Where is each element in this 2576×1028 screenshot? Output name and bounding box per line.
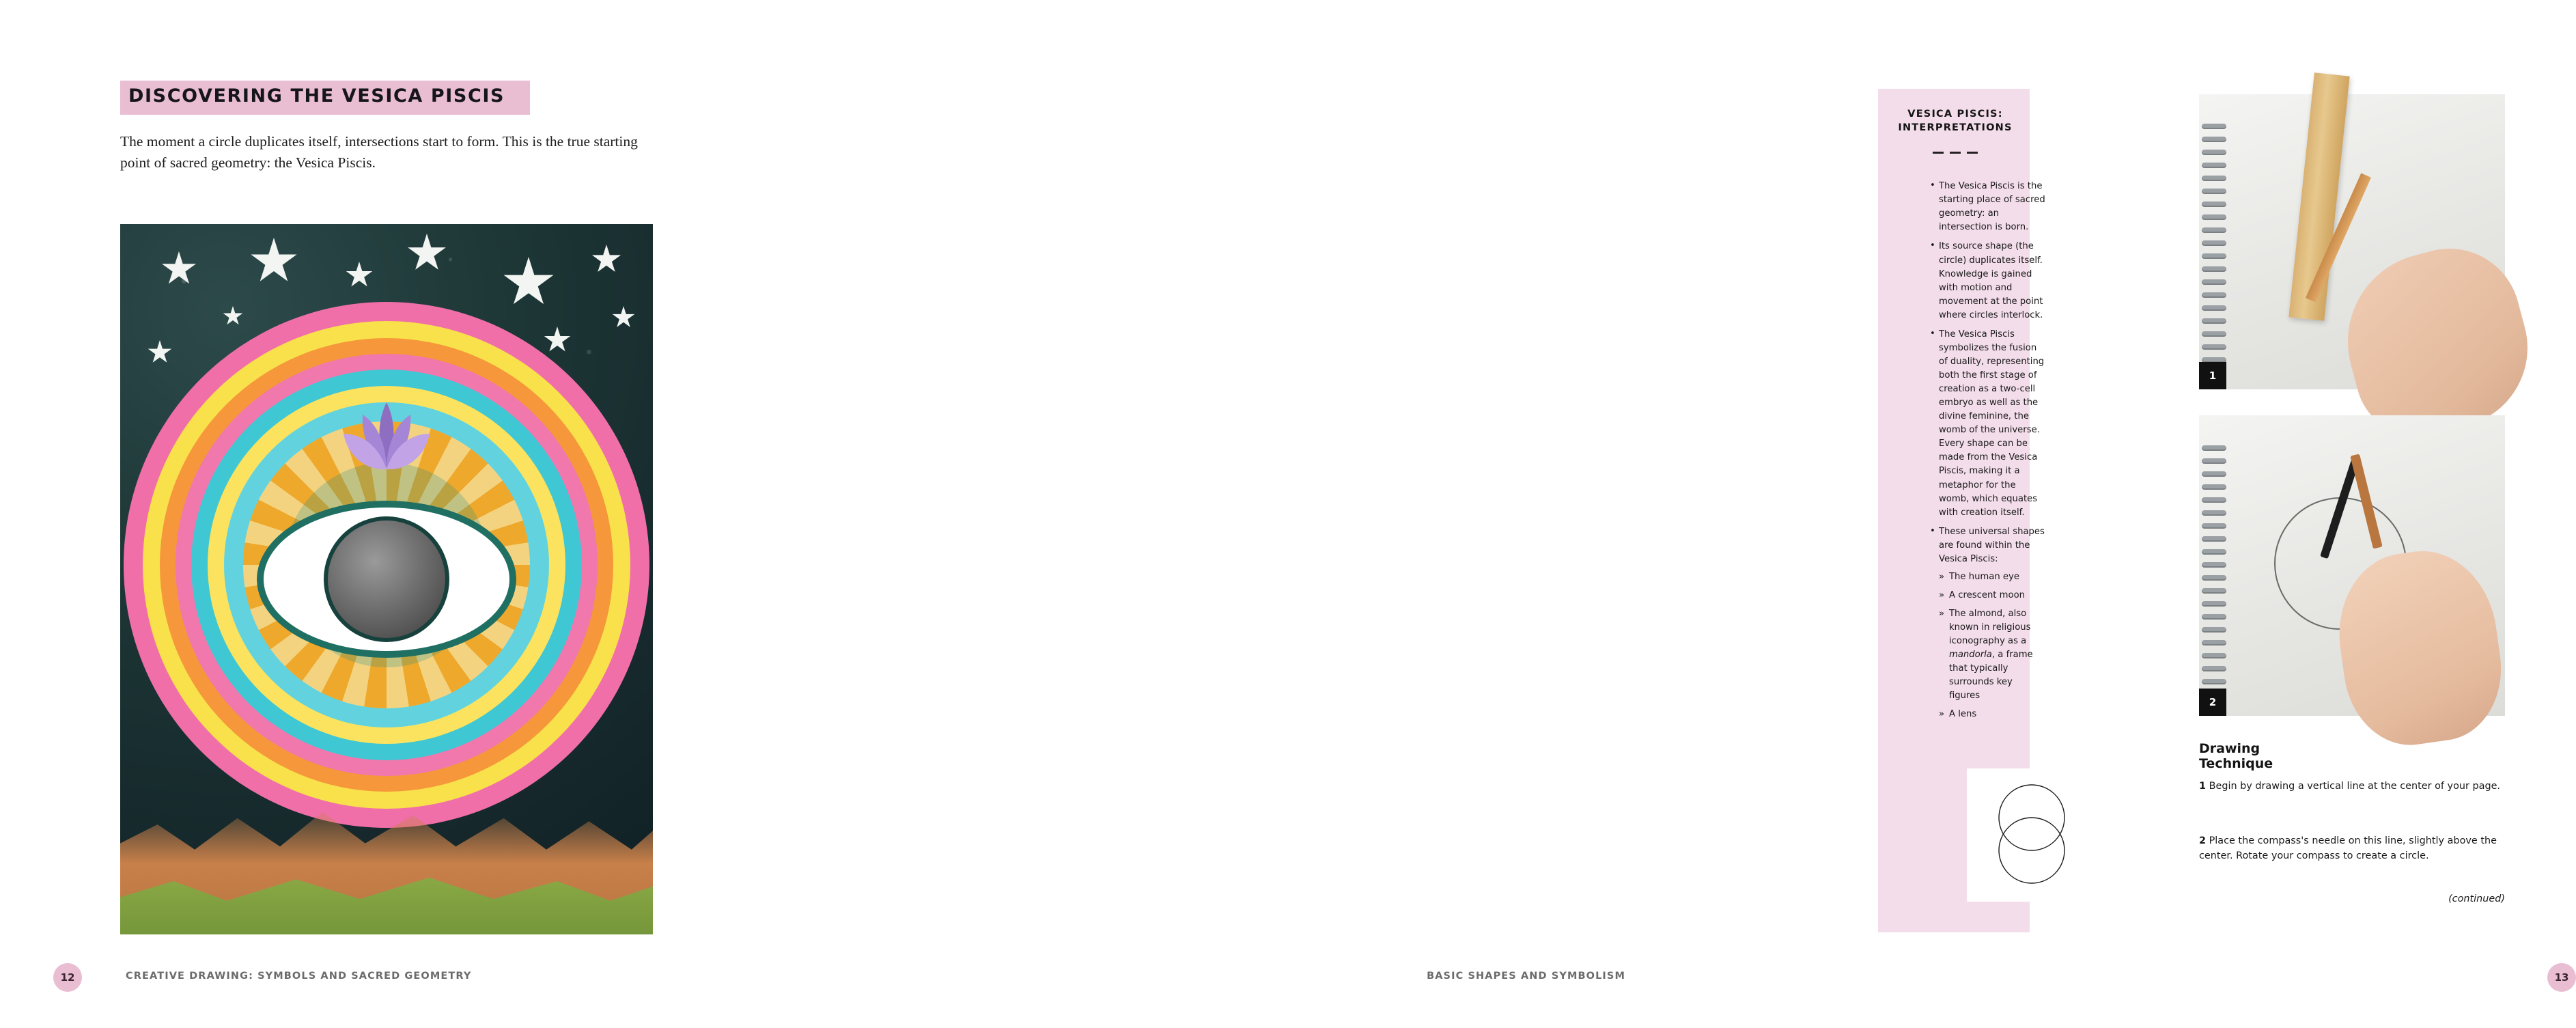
mandala-artwork xyxy=(120,224,653,934)
running-head-right: BASIC SHAPES AND SYMBOLISM xyxy=(1427,971,1625,982)
list-item: • Its source shape (the circle) duplicates itself. Knowledge is gained with motion and movement at the point where circles interlock. xyxy=(1930,240,2046,322)
page-number-right: 13 xyxy=(2547,963,2576,992)
running-head-left: CREATIVE DRAWING: SYMBOLS AND SACRED GEOMETRY xyxy=(126,971,472,982)
step-badge: 1 xyxy=(2199,362,2226,389)
panel-bullet-list xyxy=(1903,180,2046,727)
panel-heading xyxy=(1894,108,2017,135)
panel-divider xyxy=(1933,152,1978,154)
panel-sub-list xyxy=(1939,570,2046,722)
sketchbook-spiral-binding xyxy=(2202,124,2229,336)
technique-step-2 xyxy=(2199,833,2505,864)
sub-item-italic: mandorla xyxy=(1949,650,1992,661)
moon-iris xyxy=(324,516,449,642)
list-item xyxy=(1939,607,2046,703)
panel-heading-line2: INTERPRETATIONS xyxy=(1898,122,2013,133)
right-page xyxy=(874,0,2569,1028)
step-text: Place the compass's needle on this line, slightly above the center. Rotate your compass to create a circle. xyxy=(2199,835,2497,862)
list-item: » A lens xyxy=(1939,708,2046,721)
technique-title: Drawing Technique xyxy=(2199,741,2273,771)
step-badge: 2 xyxy=(2199,689,2226,716)
intro-paragraph: The moment a circle duplicates itself, intersections start to form. This is the true starting point of sacred geometry: the Vesica Piscis. xyxy=(120,133,638,171)
page-number-left: 12 xyxy=(53,963,82,992)
list-item: » The human eye xyxy=(1939,570,2046,584)
sub-item-suffix: , a frame that typically surrounds key figures xyxy=(1949,650,2033,701)
list-item: • The Vesica Piscis is the starting place of sacred geometry: an intersection is born. xyxy=(1930,180,2046,234)
photo-step-2 xyxy=(2199,415,2505,716)
vesica-piscis-diagram xyxy=(1967,768,2097,902)
sketchbook-spiral-binding xyxy=(2202,445,2229,662)
step-number: 2 xyxy=(2199,835,2207,846)
step-text: Begin by drawing a vertical line at the center of your page. xyxy=(2209,781,2501,792)
sub-item-prefix: The almond, also known in religious iconography as a xyxy=(1949,609,2031,647)
lotus-icon xyxy=(335,400,438,475)
page-title: DISCOVERING THE VESICA PISCIS xyxy=(128,85,505,107)
list-item xyxy=(1930,525,2046,722)
list-item-label: These universal shapes are found within the Vesica Piscis: xyxy=(1939,526,2045,564)
photo-step-1 xyxy=(2199,94,2505,389)
technique-step-1 xyxy=(2199,779,2505,794)
left-page xyxy=(0,0,874,1028)
step-number: 1 xyxy=(2199,781,2207,792)
list-item: • The Vesica Piscis symbolizes the fusion of duality, representing both the first stage of creation as a two-cell embryo as well as the divine feminine, the womb of the universe. Every shape can be made from the Vesica Piscis, making it a metaphor for the womb, which equates with creation itself. xyxy=(1930,328,2046,520)
continued-note: (continued) xyxy=(2448,893,2505,904)
panel-heading-line1: VESICA PISCIS: xyxy=(1907,109,2003,120)
list-item: » A crescent moon xyxy=(1939,589,2046,602)
